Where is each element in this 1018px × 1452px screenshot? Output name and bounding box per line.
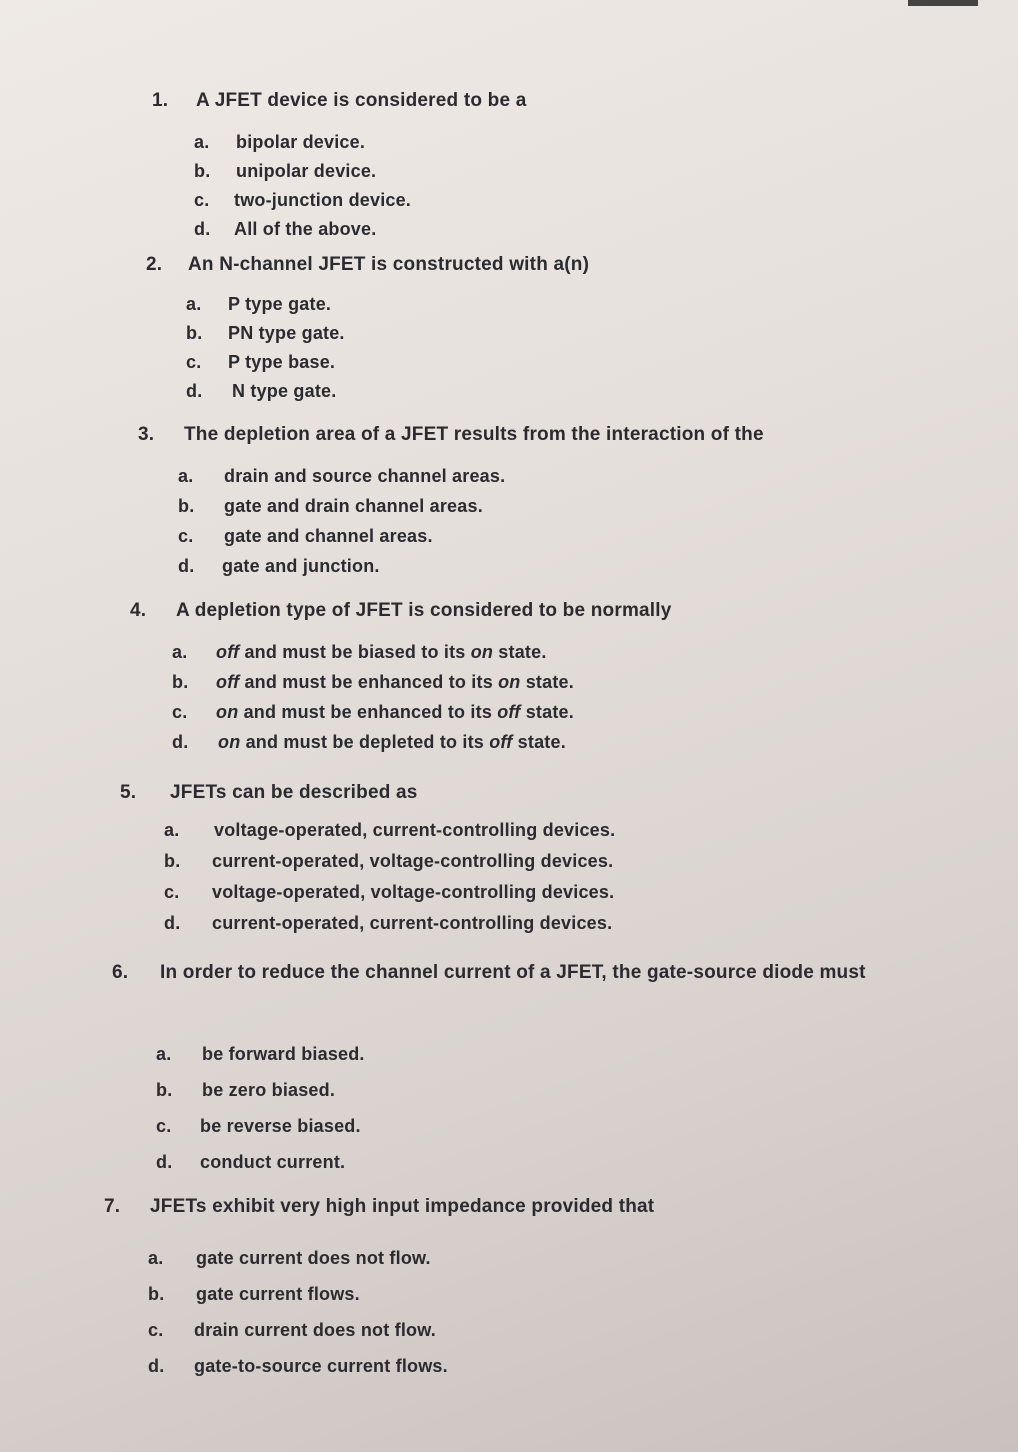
option-text: PN type gate. bbox=[228, 323, 345, 343]
option-letter: b. bbox=[194, 161, 211, 181]
question-number: 4. bbox=[130, 600, 147, 621]
option-text: drain current does not flow. bbox=[194, 1320, 436, 1340]
option-text: gate current does not flow. bbox=[196, 1248, 431, 1268]
question-number: 7. bbox=[104, 1196, 121, 1217]
option-text: current-operated, voltage-controlling devices. bbox=[212, 851, 614, 871]
option-text: P type base. bbox=[228, 352, 336, 372]
option-text: voltage-operated, current-controlling devices. bbox=[214, 820, 616, 840]
option-text: gate current flows. bbox=[196, 1284, 360, 1304]
option-letter: c. bbox=[156, 1116, 172, 1136]
option-text: two-junction device. bbox=[234, 190, 412, 210]
option-text: be forward biased. bbox=[202, 1044, 365, 1064]
option-text: be zero biased. bbox=[202, 1080, 336, 1100]
option-letter: d. bbox=[178, 556, 195, 576]
option-letter: a. bbox=[164, 820, 180, 840]
option-letter: d. bbox=[148, 1356, 165, 1376]
option-letter: c. bbox=[148, 1320, 164, 1340]
option-text: All of the above. bbox=[234, 219, 377, 239]
question-text: The depletion area of a JFET results from the interaction of the bbox=[184, 424, 764, 445]
option-text: P type gate. bbox=[228, 294, 332, 314]
option-letter: a. bbox=[172, 642, 188, 662]
option-letter: a. bbox=[186, 294, 202, 314]
question-number: 2. bbox=[146, 254, 163, 275]
option-letter: d. bbox=[186, 381, 203, 401]
option-letter: d. bbox=[194, 219, 211, 239]
option-letter: d. bbox=[172, 732, 189, 752]
option-text: off and must be biased to its on state. bbox=[216, 642, 547, 662]
option-letter: a. bbox=[194, 132, 210, 152]
option-text: be reverse biased. bbox=[200, 1116, 361, 1136]
option-letter: a. bbox=[156, 1044, 172, 1064]
option-text: gate-to-source current flows. bbox=[194, 1356, 448, 1376]
option-text: on and must be depleted to its off state. bbox=[218, 732, 566, 752]
question-number: 3. bbox=[138, 424, 155, 445]
option-letter: b. bbox=[178, 496, 195, 516]
option-text: gate and drain channel areas. bbox=[224, 496, 483, 516]
option-letter: a. bbox=[178, 466, 194, 486]
option-letter: c. bbox=[178, 526, 194, 546]
option-text: conduct current. bbox=[200, 1152, 346, 1172]
option-letter: b. bbox=[148, 1284, 165, 1304]
option-letter: b. bbox=[156, 1080, 173, 1100]
option-letter: d. bbox=[164, 913, 181, 933]
question-number: 6. bbox=[112, 962, 129, 983]
question-text: JFETs can be described as bbox=[170, 782, 418, 803]
option-text: on and must be enhanced to its off state. bbox=[216, 702, 574, 722]
option-letter: b. bbox=[172, 672, 189, 692]
option-text: voltage-operated, voltage-controlling devices. bbox=[212, 882, 615, 902]
option-letter: c. bbox=[194, 190, 210, 210]
option-text: gate and channel areas. bbox=[224, 526, 433, 546]
option-text: drain and source channel areas. bbox=[224, 466, 506, 486]
option-letter: c. bbox=[172, 702, 188, 722]
option-text: N type gate. bbox=[232, 381, 337, 401]
option-text: bipolar device. bbox=[236, 132, 366, 152]
option-letter: b. bbox=[186, 323, 203, 343]
question-text: A JFET device is considered to be a bbox=[196, 90, 527, 111]
question-text: A depletion type of JFET is considered to be normally bbox=[176, 600, 672, 621]
question-number: 1. bbox=[152, 90, 169, 111]
option-letter: d. bbox=[156, 1152, 173, 1172]
option-text: off and must be enhanced to its on state. bbox=[216, 672, 574, 692]
question-text: In order to reduce the channel current of a JFET, the gate-source diode must bbox=[160, 962, 866, 983]
option-letter: c. bbox=[186, 352, 202, 372]
option-text: gate and junction. bbox=[222, 556, 380, 576]
option-letter: a. bbox=[148, 1248, 164, 1268]
option-letter: b. bbox=[164, 851, 181, 871]
question-text: An N-channel JFET is constructed with a(n) bbox=[188, 254, 590, 275]
question-text: JFETs exhibit very high input impedance provided that bbox=[150, 1196, 655, 1217]
option-letter: c. bbox=[164, 882, 180, 902]
page-corner-mark bbox=[908, 0, 978, 6]
option-text: unipolar device. bbox=[236, 161, 377, 181]
question-number: 5. bbox=[120, 782, 137, 803]
option-text: current-operated, current-controlling devices. bbox=[212, 913, 613, 933]
